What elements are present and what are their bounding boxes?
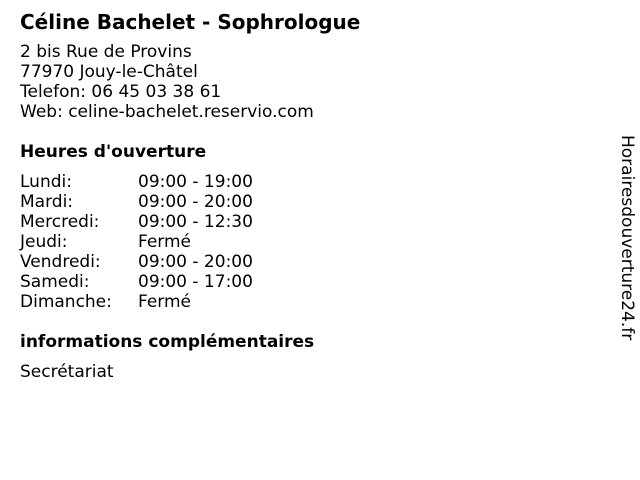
hours-row-sunday: [20, 292, 580, 312]
hours-row-tuesday: [20, 192, 580, 212]
day-label: Mercredi:: [20, 212, 100, 232]
day-hours: 09:00 - 20:00: [138, 192, 253, 212]
web-line: Web: celine-bachelet.reservio.com: [20, 102, 314, 122]
day-hours: Fermé: [138, 232, 192, 252]
hours-row-friday: [20, 252, 580, 272]
hours-row-thursday: [20, 232, 580, 252]
info-title: informations complémentaires: [20, 332, 315, 352]
day-label: Jeudi:: [20, 232, 68, 252]
day-hours: 09:00 - 17:00: [138, 272, 253, 292]
hours-row-saturday: [20, 272, 580, 292]
day-label: Vendredi:: [20, 252, 101, 272]
day-hours: 09:00 - 12:30: [138, 212, 253, 232]
hours-row-wednesday: [20, 212, 580, 232]
hours-list: [20, 172, 580, 312]
business-card: [20, 10, 580, 382]
day-label: Mardi:: [20, 192, 74, 212]
phone-line: Telefon: 06 45 03 38 61: [20, 82, 222, 102]
day-hours: 09:00 - 19:00: [138, 172, 253, 192]
info-text: Secrétariat: [20, 362, 114, 382]
site-watermark: Horairesdouverture24.fr: [617, 135, 637, 341]
business-name: Céline Bachelet - Sophrologue: [20, 10, 361, 34]
day-label: Dimanche:: [20, 292, 112, 312]
address-city: 77970 Jouy-le-Châtel: [20, 62, 198, 82]
address-street: 2 bis Rue de Provins: [20, 42, 192, 62]
day-label: Lundi:: [20, 172, 72, 192]
hours-row-monday: [20, 172, 580, 192]
day-hours: Fermé: [138, 292, 192, 312]
hours-title: Heures d'ouverture: [20, 142, 207, 162]
day-label: Samedi:: [20, 272, 90, 292]
day-hours: 09:00 - 20:00: [138, 252, 253, 272]
